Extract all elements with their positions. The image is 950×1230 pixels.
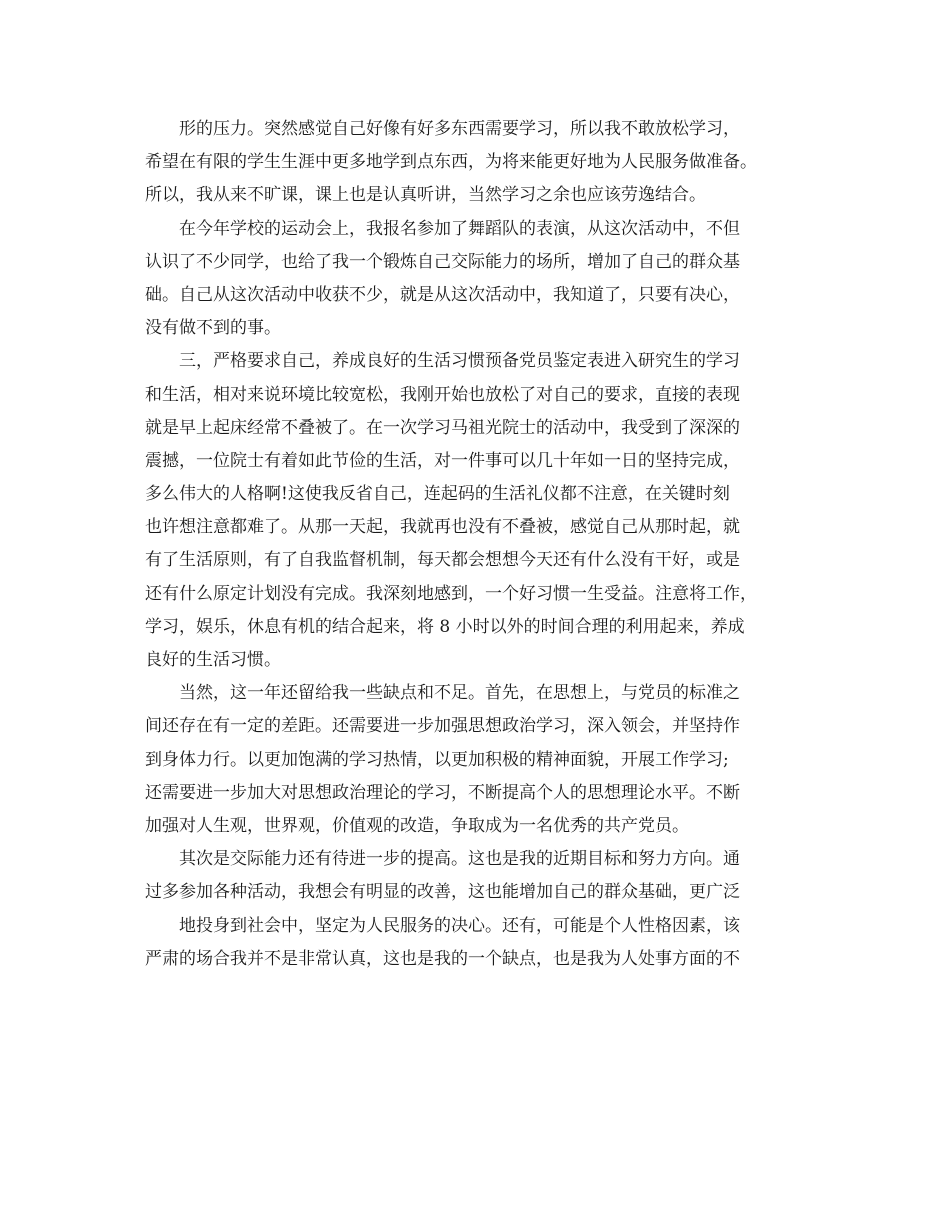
text-line: 其次是交际能力还有待进一步的提高。这也是我的近期目标和努力方向。通: [179, 849, 740, 870]
text-line: 良好的生活习惯。: [145, 650, 281, 670]
text-line: 认识了不少同学，也给了我一个锻炼自己交际能力的场所，增加了自己的群众基: [145, 251, 740, 272]
text-line: 地投身到社会中，坚定为人民服务的决心。还有，可能是个人性格因素，该: [179, 915, 740, 936]
text-line: 和生活，相对来说环境比较宽松，我刚开始也放松了对自己的要求，直接的表现: [145, 384, 740, 405]
text-line: 三，严格要求自己，养成良好的生活习惯预备党员鉴定表进入研究生的学习: [179, 351, 740, 372]
text-line: 在今年学校的运动会上，我报名参加了舞蹈队的表演，从这次活动中，不但: [179, 218, 740, 239]
text-line: 多么伟大的人格啊!这使我反省自己，连起码的生活礼仪都不注意，在关键时刻: [145, 484, 730, 505]
text-line: 学习，娱乐，休息有机的结合起来，将 8 小时以外的时间合理的利用起来，养成: [145, 616, 745, 637]
text-line: 当然，这一年还留给我一些缺点和不足。首先，在思想上，与党员的标准之: [179, 683, 740, 704]
text-line: 有了生活原则，有了自我监督机制，每天都会想想今天还有什么没有干好，或是: [145, 550, 740, 571]
text-line: 还有什么原定计划没有完成。我深刻地感到，一个好习惯一生受益。注意将工作，: [145, 583, 757, 604]
text-line: 严肃的场合我并不是非常认真，这也是我的一个缺点，也是我为人处事方面的不: [145, 948, 740, 969]
text-line: 形的压力。突然感觉自己好像有好多东西需要学习，所以我不敢放松学习，: [179, 119, 740, 139]
text-line: 还需要进一步加大对思想政治理论的学习，不断提高个人的思想理论水平。不断: [145, 782, 740, 803]
text-line: 间还存在有一定的差距。还需要进一步加强思想政治学习，深入领会，并坚持作: [145, 716, 740, 737]
text-line: 没有做不到的事。: [145, 318, 281, 339]
text-line: 础。自己从这次活动中收获不少，就是从这次活动中，我知道了，只要有决心，: [145, 284, 740, 305]
text-line: 希望在有限的学生生涯中更多地学到点东西，为将来能更好地为人民服务做准备。: [145, 152, 757, 173]
document-body: [145, 113, 810, 976]
text-line: 就是早上起床经常不叠被了。在一次学习马祖光院士的活动中，我受到了深深的: [145, 417, 740, 438]
text-line: 所以，我从来不旷课，课上也是认真听讲，当然学习之余也应该劳逸结合。: [145, 185, 706, 206]
text-line: 也许想注意都难了。从那一天起，我就再也没有不叠被，感觉自己从那时起，就: [145, 517, 740, 538]
text-line: 加强对人生观，世界观，价值观的改造，争取成为一名优秀的共产党员。: [145, 815, 689, 836]
text-line: 震撼，一位院士有着如此节俭的生活，对一件事可以几十年如一日的坚持完成，: [145, 450, 740, 471]
text-line: 到身体力行。以更加饱满的学习热情，以更加积极的精神面貌，开展工作学习;: [145, 749, 729, 770]
text-line: 过多参加各种活动，我想会有明显的改善，这也能增加自己的群众基础，更广泛: [145, 882, 740, 903]
